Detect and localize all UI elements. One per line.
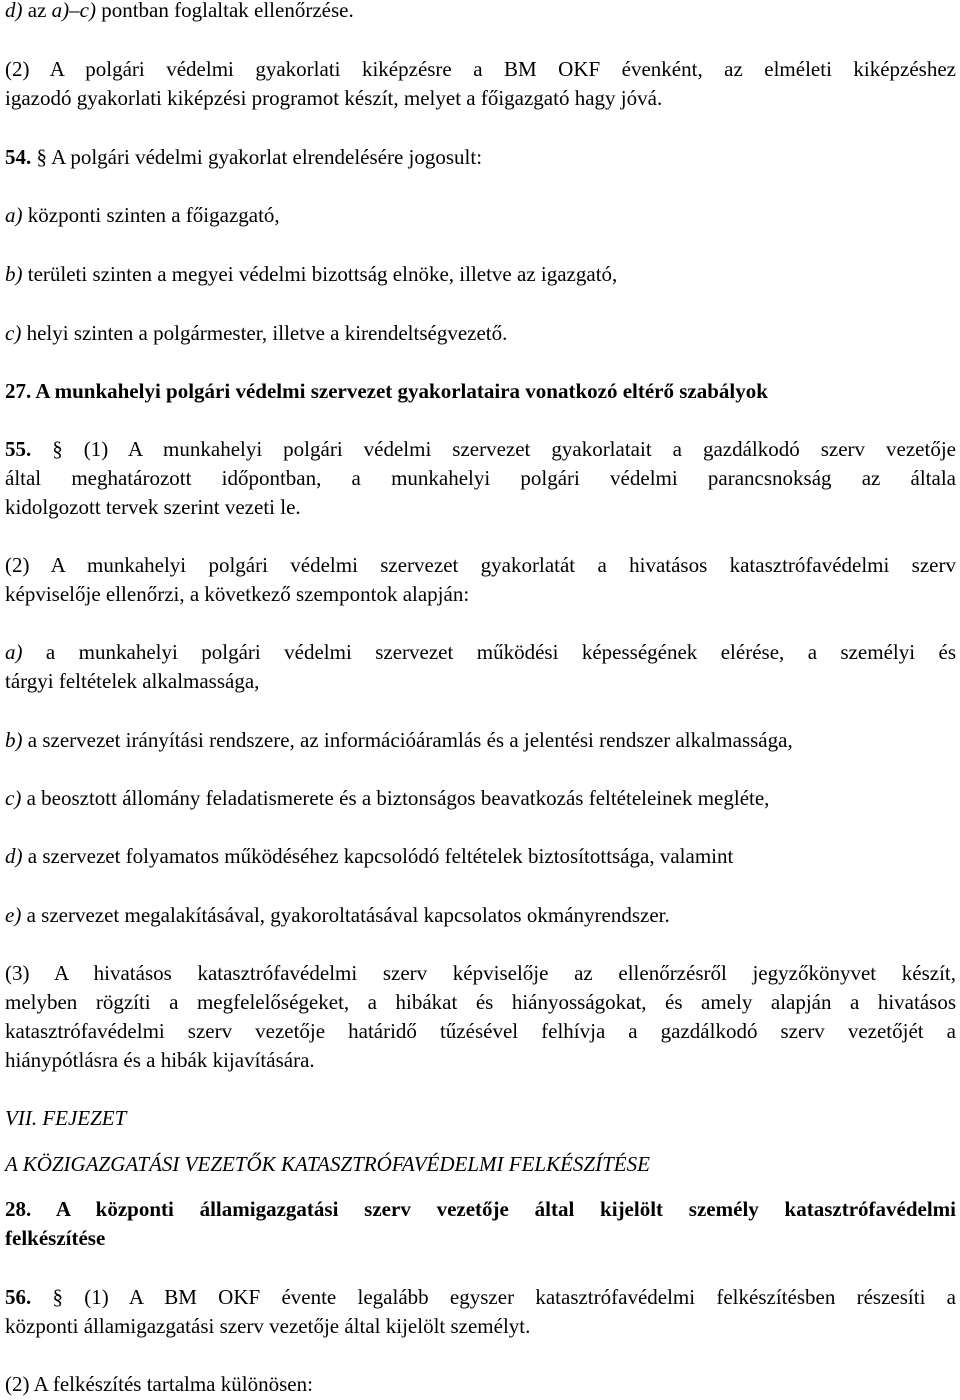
item-text: a szervezet megalakításával, gyakoroltatásával kapcsolatos okmányrendszer. — [21, 903, 670, 927]
section-text: § A polgári védelmi gyakorlat elrendelésére jogosult: — [31, 145, 483, 169]
item-label: d) — [5, 844, 23, 868]
item-label: a) — [5, 203, 23, 227]
list-item-d — [5, 844, 733, 868]
item-text: a szervezet folyamatos működéséhez kapcsolódó feltételek biztosítottsága, valamint — [22, 844, 734, 868]
paragraph-line: hiánypótlásra és a hibák kijavítására. — [5, 1048, 315, 1072]
subtitle-28: 28. A központi államigazgatási szerv vezetője által kijelölt személy katasztrófavédelmi — [5, 1197, 956, 1221]
paragraph-line: tárgyi feltételek alkalmassága, — [5, 669, 260, 693]
section-text: § (1) A BM OKF évente legalább egyszer katasztrófavédelmi felkészítésben részesíti a — [31, 1285, 956, 1309]
item-text: a beosztott állomány feladatismerete és a biztonságos beavatkozás feltételeinek megléte, — [21, 786, 770, 810]
item-text: a szervezet irányítási rendszere, az információáramlás és a jelentési rendszer alkalmassága, — [22, 728, 793, 752]
paragraph-line: központi államigazgatási szerv vezetője által kijelölt személyt. — [5, 1314, 531, 1338]
item-text: pontban foglaltak ellenőrzése. — [95, 0, 354, 22]
section-55-line — [5, 437, 956, 461]
subtitle-28-continued: felkészítése — [5, 1226, 106, 1250]
list-item-d — [5, 0, 354, 22]
list-item-b — [5, 262, 617, 286]
paragraph-line: képviselője ellenőrzi, a következő szempontok alapján: — [5, 582, 470, 606]
item-label: e) — [5, 903, 22, 927]
section-number: 56. — [5, 1285, 32, 1309]
item-label: a) — [5, 640, 23, 664]
item-text: az — [22, 0, 52, 22]
paragraph-line: kidolgozott tervek szerint vezeti le. — [5, 495, 301, 519]
paragraph-line: (2) A polgári védelmi gyakorlati kiképzésre a BM OKF évenként, az elméleti kiképzéshez — [5, 57, 956, 81]
item-text: központi szinten a főigazgató, — [22, 203, 280, 227]
section-54-heading — [5, 145, 482, 169]
paragraph-line: melyben rögzíti a megfelelőségeket, a hibákat és hiányosságokat, és amely alapján a hivatásos — [5, 990, 956, 1014]
list-item-a — [5, 640, 956, 664]
list-item-a — [5, 203, 280, 227]
list-item-b — [5, 728, 793, 752]
paragraph-line: (2) A felkészítés tartalma különösen: — [5, 1372, 313, 1396]
list-item-c — [5, 786, 769, 810]
item-text: a munkahelyi polgári védelmi szervezet működési képességének elérése, a személyi és — [22, 640, 956, 664]
item-text: területi szinten a megyei védelmi bizottság elnöke, illetve az igazgató, — [22, 262, 618, 286]
chapter-title: VII. FEJEZET — [5, 1106, 127, 1130]
subtitle-27: 27. A munkahelyi polgári védelmi szervezet gyakorlataira vonatkozó eltérő szabályok — [5, 379, 768, 403]
item-label: d) — [5, 0, 23, 22]
item-label: b) — [5, 728, 23, 752]
section-number: 55. — [5, 437, 32, 461]
paragraph-line: (2) A munkahelyi polgári védelmi szervezet gyakorlatát a hivatásos katasztrófavédelmi szerv — [5, 553, 956, 577]
paragraph-line: igazodó gyakorlati kiképzési programot készít, melyet a főigazgató hagy jóvá. — [5, 86, 663, 110]
item-text: helyi szinten a polgármester, illetve a kirendeltségvezető. — [21, 321, 508, 345]
list-item-e — [5, 903, 670, 927]
item-label: b) — [5, 262, 23, 286]
paragraph-line: katasztrófavédelmi szerv vezetője határidő tűzésével felhívja a gazdálkodó szerv vezetőjét a — [5, 1019, 956, 1043]
section-56-line — [5, 1285, 956, 1309]
section-text: § (1) A munkahelyi polgári védelmi szervezet gyakorlatait a gazdálkodó szerv vezetője — [31, 437, 956, 461]
list-item-c — [5, 321, 507, 345]
paragraph-line: által meghatározott időpontban, a munkahelyi polgári védelmi parancsnokság az általa — [5, 466, 956, 490]
chapter-subtitle: A KÖZIGAZGATÁSI VEZETŐK KATASZTRÓFAVÉDELMI FELKÉSZÍTÉSE — [5, 1152, 650, 1176]
item-label: c) — [5, 321, 22, 345]
item-label: c) — [5, 786, 22, 810]
paragraph-line: (3) A hivatásos katasztrófavédelmi szerv képviselője az ellenőrzésről jegyzőkönyvet készít, — [5, 961, 956, 985]
item-ref: a)–c) — [51, 0, 96, 22]
section-number: 54. — [5, 145, 32, 169]
